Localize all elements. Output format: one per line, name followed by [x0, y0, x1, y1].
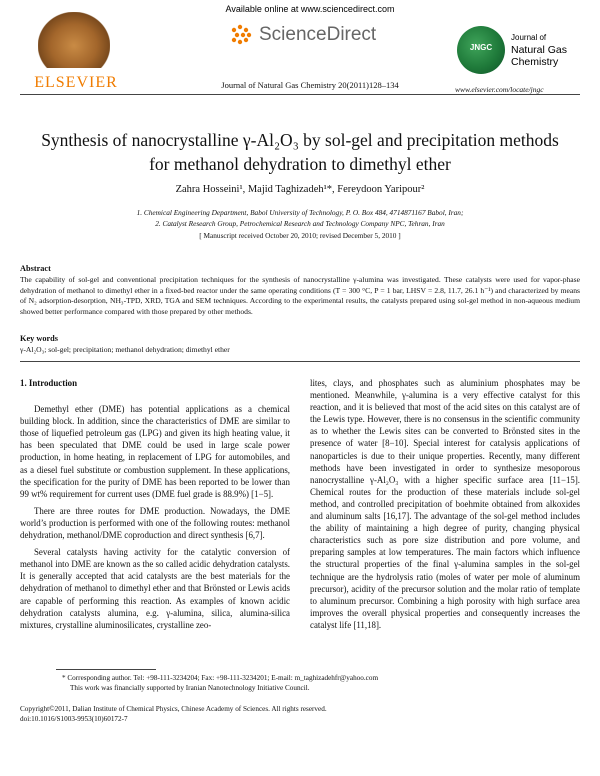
sciencedirect-wordmark: ScienceDirect	[259, 24, 377, 45]
copyright-line: Copyright©2011, Dalian Institute of Chemical Physics, Chinese Academy of Sciences. All rights reserved.	[20, 705, 327, 713]
keywords-text: γ-Al₂O₃; sol-gel; precipitation; methanol dehydration; dimethyl ether	[20, 345, 230, 354]
footnote-divider	[56, 669, 156, 670]
journal-citation: Journal of Natural Gas Chemistry 20(2011)128–134	[221, 80, 399, 90]
journal-logo-name-2: Chemistry	[511, 56, 559, 68]
abstract-divider	[20, 361, 580, 362]
author-list: Zahra Hosseini¹, Majid Taghizadeh¹*, Fereydoon Yaripour²	[175, 184, 425, 195]
affiliation-2: 2. Catalyst Research Group, Petrochemical Research and Technology Company NPC, Tehran, Iran	[155, 219, 445, 228]
manuscript-dates: [ Manuscript received October 20, 2010; revised December 5, 2010 ]	[199, 231, 401, 240]
abstract-text: The capability of sol-gel and conventional precipitation techniques for the synthesis of nanocrystalline γ-alumina was investigated. These catalysts were used for vapor-phase dehydration of methanol to dimethyl ether in a fixed-bed reactor under the same operating conditions (T = 300 °C, P = 1 bar, LHSV = 2.8, 11.7, 26.1 h⁻¹) and characterized by means of N₂ adsorption-desorption, NH₃-TPD, XRD, TGA and SEM techniques. According to the experimental results, the catalysts prepared using sol-gel method in non-aqueous medium showed better performance compared with those prepared by other methods.	[20, 275, 580, 316]
corresponding-author-note: * Corresponding author. Tel: +98-111-3234204; Fax: +98-111-3234201; E-mail: m_taghizadehfr@yahoo.com	[62, 674, 379, 682]
paragraph: Several catalysts having activity for the catalytic conversion of methanol into DME are known as the so called acidic dehydration catalysts. It is generally accepted that acid catalysts are the best materials for the dehydration of methanol to dimethyl ether and that Brönsted or Lewis acids are capable of performing this reaction. As examples of known acidic dehydration catalysts alumina, e.g. γ-alumina, silica, alumina-silica mixtures, crystalline aluminosilicates, crystalline zeo-	[20, 547, 290, 630]
introduction-heading: 1. Introduction	[20, 378, 78, 388]
funding-note: This work was financially supported by Iranian Nanotechnology Initiative Council.	[70, 684, 310, 692]
elsevier-logo	[20, 10, 132, 94]
journal-url[interactable]: www.elsevier.com/locate/jngc	[455, 85, 544, 94]
left-column	[20, 377, 290, 631]
paragraph: lites, clays, and phosphates such as aluminium phosphates may be mentioned. Meanwhile, γ-alumina is a very effective catalyst for this reaction, and it is believed that most of the acid sites on this catalyst are of the Lewis type. However, there is no consensus in the scientific community as to whether the Lewis sites can be converted to Brönsted sites in the presence of water [8−10]. Special interest for catalysis applications of nanoparticles is due to their unique properties. Recently, many different methods have been investigated in order to synthesize mesoporous nanocrystalline γ-Al₂O₃ with a higher specific surface area [11−15]. Chemical routes for the production of these materials include sol-gel method, and controlled precipitation of boehmite obtained from alkoxides and aluminum salts [16,17]. The advantage of the sol-gel method includes the ability of maintaining a high degree of purity, changing physical characteristics such as pore size distribution and pore volume, and preparing samples at low temperatures. The main factors which influence the structural properties of the final γ-alumina samples in the sol-gel technique are the hydrolysis ratio (moles of water per mole of aluminum precursor), acidity of the precursor solution and the molar ratio of template to aluminum precursor. Combining a high porosity with high surface area improves the overall physical properties and consequently increases the catalyst life [11,18].	[310, 378, 580, 630]
affiliation-1: 1. Chemical Engineering Department, Babol University of Technology, P. O. Box 484, 4714871167 Babol, Iran;	[136, 208, 464, 217]
journal-logo-text	[511, 32, 567, 68]
journal-logo	[455, 26, 585, 82]
elsevier-tree-icon	[38, 12, 110, 68]
paragraph: Demethyl ether (DME) has potential applications as a chemical building block. In addition, since the characteristics of DME are similar to those of liquefied petroleum gas (LPG) and given its high heating value, it has been speculated that DME could be used in large scale power production, in home heating, in replacement of LPG for automobiles, and as a diesel fuel substitute or combustion supplement. In these applications, the specification for the purity of DME has been reported to be lower than 99 wt% requirement for current uses (DME fuel grade is 88.9%) [1−5].	[20, 404, 290, 499]
keywords-heading: Key words	[20, 334, 59, 343]
journal-badge-icon	[457, 26, 505, 74]
sciencedirect-dots-icon	[229, 22, 255, 48]
journal-logo-small: Journal of	[511, 33, 547, 42]
header-divider	[20, 94, 580, 95]
copyright-block	[20, 705, 327, 724]
paper-title: Synthesis of nanocrystalline γ-Al₂O₃ by sol-gel and precipitation methods for methanol dehydration to dimethyl ether	[41, 130, 559, 174]
abstract-heading: Abstract	[20, 264, 51, 273]
available-online-text: Available online at www.sciencedirect.com	[225, 4, 395, 14]
journal-badge-text: JNGC	[469, 43, 493, 52]
publisher-name: ELSEVIER	[34, 74, 118, 91]
right-column	[310, 377, 580, 631]
paragraph: There are three routes for DME production. Nowadays, the DME world’s production is performed with one of the following routes: methanol dehydration, methanol/DME coproduction and direct synthesis [6,7].	[20, 505, 290, 541]
sciencedirect-logo	[225, 18, 395, 52]
journal-logo-name-1: Natural Gas	[511, 44, 568, 56]
doi-line[interactable]: doi:10.1016/S1003-9953(10)60172-7	[20, 714, 128, 723]
